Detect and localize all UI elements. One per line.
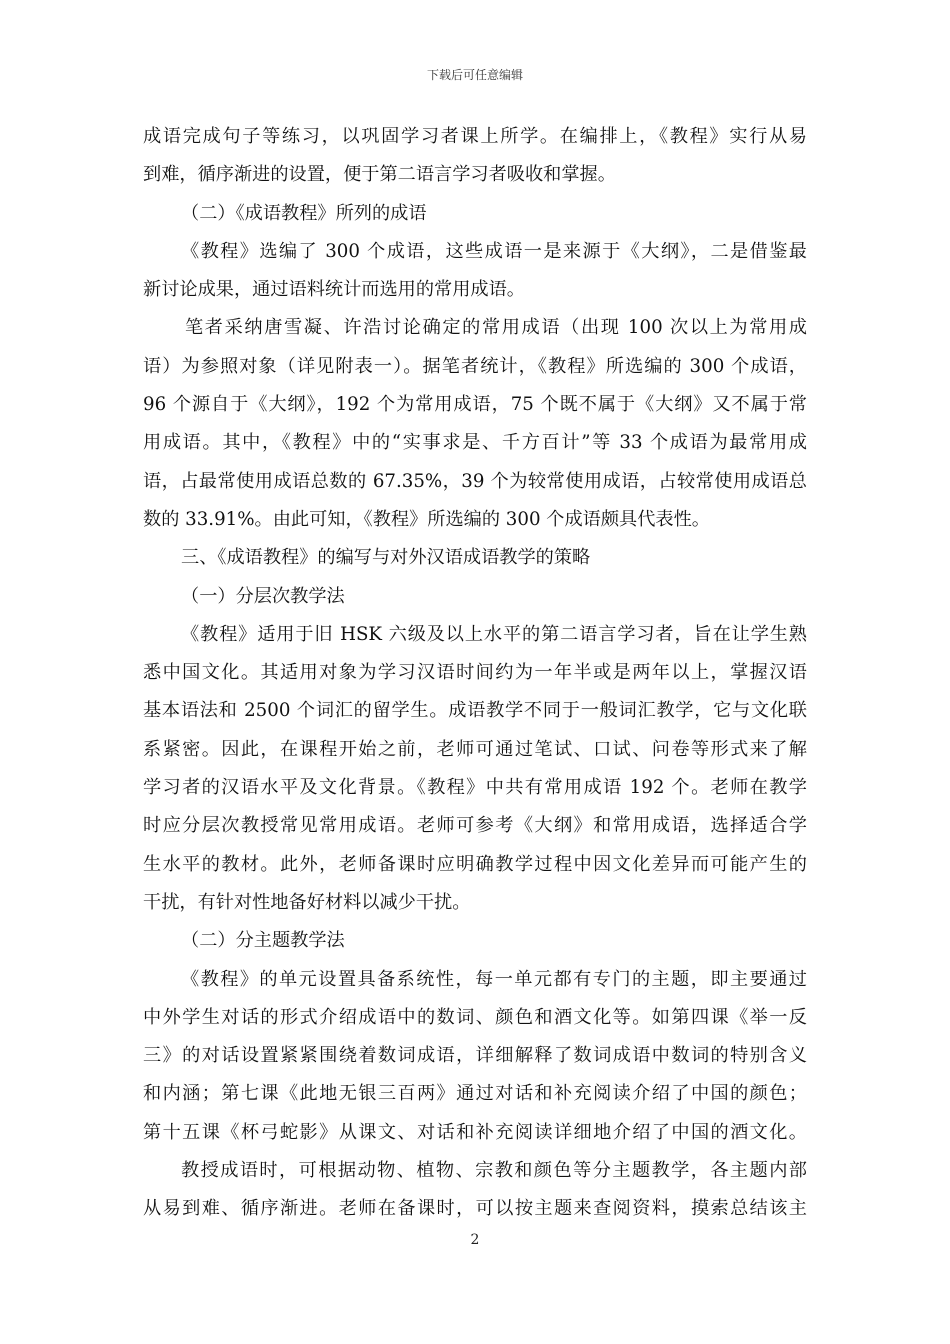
text-line: 新讨论成果，通过语料统计而选用的常用成语。 xyxy=(143,279,525,301)
text-line: 用成语。其中，《教程》中的“实事求是、千方百计”等 33 个成语为最常用成 xyxy=(143,432,807,454)
text-line: 从易到难、循序渐进。老师在备课时，可以按主题来查阅资料，摸索总结该主 xyxy=(143,1198,807,1220)
page-header: 下载后可任意编辑 xyxy=(426,68,523,82)
text-line: 系紧密。因此，在课程开始之前，老师可通过笔试、口试、问卷等形式来了解 xyxy=(143,738,807,760)
text-line: 《教程》的单元设置具备系统性，每一单元都有专门的主题，即主要通过 xyxy=(181,968,807,990)
text-line: 教授成语时，可根据动物、植物、宗教和颜色等分主题教学，各主题内部 xyxy=(181,1160,807,1182)
text-line: 成语完成句子等练习，以巩固学习者课上所学。在编排上，《教程》实行从易 xyxy=(143,126,807,147)
document-body xyxy=(143,118,807,1229)
text-line: 数的 33.91%。由此可知，《教程》所选编的 300 个成语颇具代表性。 xyxy=(143,508,710,530)
text-line: 《教程》适用于旧 HSK 六级及以上水平的第二语言学习者，旨在让学生熟 xyxy=(181,623,807,645)
text-line: 中外学生对话的形式介绍成语中的数词、颜色和酒文化等。如第四课《举一反 xyxy=(143,1006,807,1028)
text-line: 三、《成语教程》的编写与对外汉语成语教学的策略 xyxy=(181,547,591,569)
text-line: （一）分层次教学法 xyxy=(181,585,345,607)
text-line: 第十五课《杯弓蛇影》从课文、对话和补充阅读详细地介绍了中国的酒文化。 xyxy=(143,1121,807,1143)
text-line: 语，占最常使用成语总数的 67.35%，39 个为较常使用成语，占较常使用成语总 xyxy=(143,470,807,492)
text-line: 基本语法和 2500 个词汇的留学生。成语教学不同于一般词汇教学，它与文化联 xyxy=(143,700,807,722)
text-line: 三》的对话设置紧紧围绕着数词成语，详细解释了数词成语中数词的特别含义 xyxy=(143,1045,807,1067)
page-number: 2 xyxy=(470,1232,480,1248)
text-line: （二）分主题教学法 xyxy=(181,930,345,952)
text-line: 时应分层次教授常见常用成语。老师可参考《大纲》和常用成语，选择适合学 xyxy=(143,815,807,837)
text-line: （二）《成语教程》所列的成语 xyxy=(181,202,427,224)
text-line: 和内涵；第七课《此地无银三百两》通过对话和补充阅读介绍了中国的颜色； xyxy=(143,1083,807,1105)
text-line: 干扰，有针对性地备好材料以减少干扰。 xyxy=(143,891,471,913)
text-line: 悉中国文化。其适用对象为学习汉语时间约为一年半或是两年以上，掌握汉语 xyxy=(143,662,807,684)
text-line: 到难，循序渐进的设置，便于第二语言学习者吸收和掌握。 xyxy=(143,164,616,186)
text-line: 学习者的汉语水平及文化背景。《教程》中共有常用成语 192 个。老师在教学 xyxy=(143,777,807,799)
text-line: 笔者采纳唐雪凝、许浩讨论确定的常用成语（出现 100 次以上为常用成 xyxy=(185,317,807,339)
text-line: 《教程》选编了 300 个成语，这些成语一是来源于《大纲》，二是借鉴最 xyxy=(181,240,807,262)
text-line: 96 个源自于《大纲》，192 个为常用成语，75 个既不属于《大纲》又不属于常 xyxy=(143,394,807,416)
text-line: 语）为参照对象（详见附表一）。据笔者统计，《教程》所选编的 300 个成语， xyxy=(143,355,807,377)
text-line: 生水平的教材。此外，老师备课时应明确教学过程中因文化差异而可能产生的 xyxy=(143,853,807,875)
